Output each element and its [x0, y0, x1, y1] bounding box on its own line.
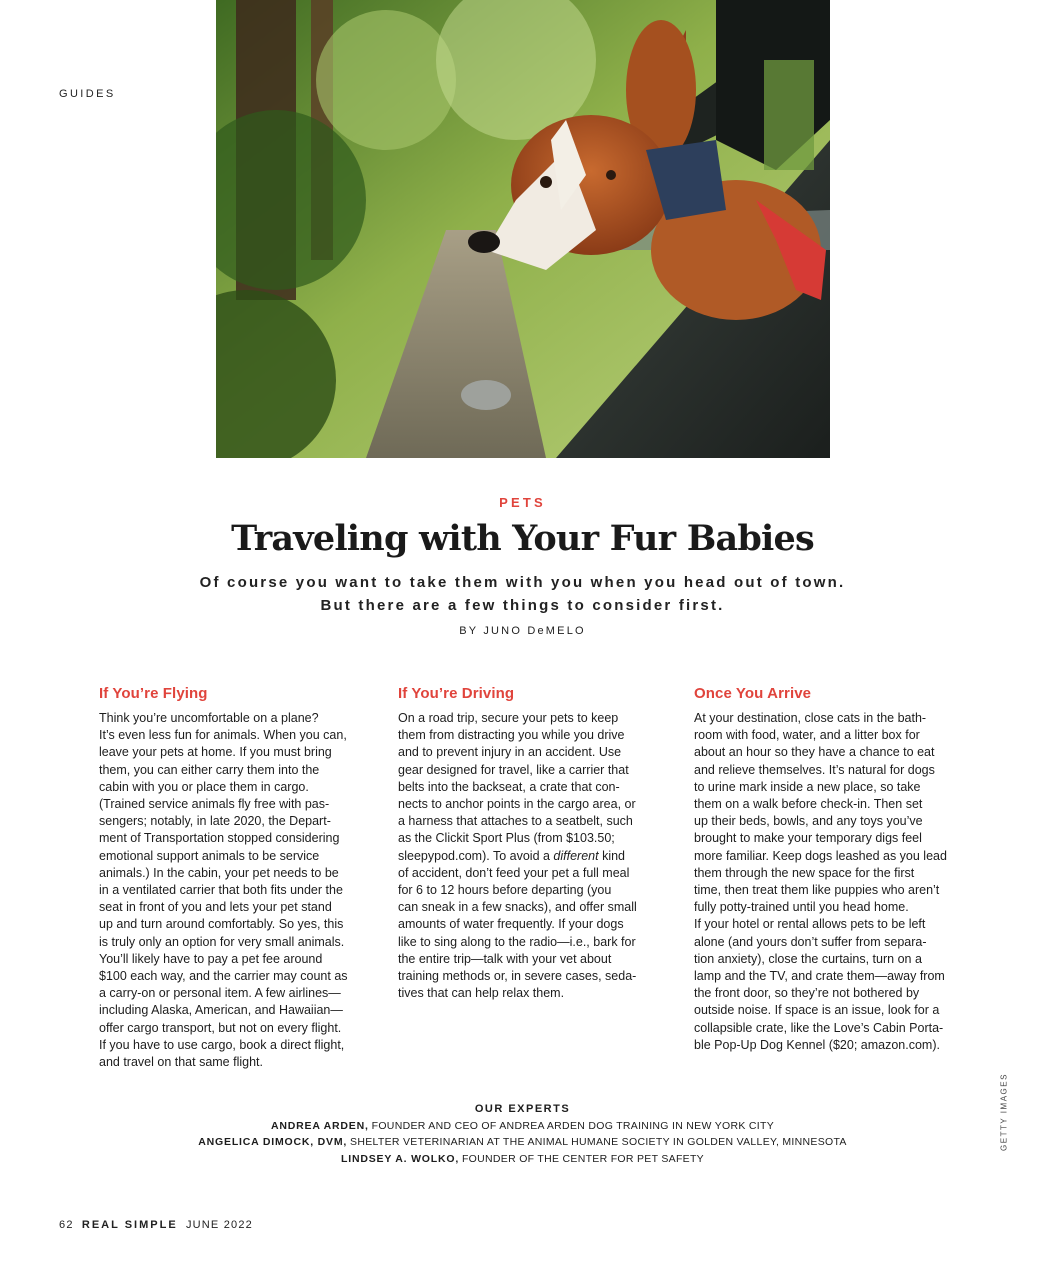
dek-line-1: Of course you want to take them with you when you head out of town.	[199, 574, 846, 591]
expert-name: LINDSEY A. WOLKO,	[341, 1152, 460, 1165]
experts-heading: OUR EXPERTS	[474, 1103, 571, 1115]
column-arrive	[694, 685, 956, 1054]
column-driving	[398, 685, 648, 1002]
expert-entry	[0, 1134, 1045, 1151]
issue-date: JUNE 2022	[185, 1219, 253, 1231]
article-dek	[0, 571, 1045, 617]
column-body: At your destination, close cats in the bath- room with food, water, and a litter box for about an hour so they have a chance to eat and relieve themselves. It’s natural for dogs to urine mark inside a new place, so take them on a walk before check-in. Then set up their beds, bowls, and any toys you’ve brought to make your temporary digs feel more familiar. Keep dogs leashed as you lead them through the new space for the first time, then treat them like puppies who aren’t fully potty-trained until you head home. If your hotel or rental allows pets to be left alone (and yours don’t suffer from separa- tion anxiety), close the curtains, turn on a lamp and the TV, and crate them—away from the front door, so they’re not bothered by outside noise. If space is an issue, look for a collapsible crate, like the Love’s Cabin Porta- ble Pop-Up Dog Kennel ($20; amazon.com).	[694, 711, 947, 1052]
expert-name: ANGELICA DIMOCK, DVM,	[198, 1136, 348, 1148]
section-label: GUIDES	[59, 88, 116, 100]
column-body: Think you’re uncomfortable on a plane? It’s even less fun for animals. When you can, leave your pets at home. If you must bring them, you can either carry them into the cabin with you or place them in cargo. (Trained service animals fly free with pas- sengers; notably, in late 2020, the Depart- ment of Transportation stopped considering emotional support animals to be service animals.) In the cabin, your pet needs to be in a ventilated carrier that both fits under the seat in front of you and lets your pet stand up and turn around comfortably. So yes, this is truly only an option for very small animals. You’ll likely have to pay a pet fee around $100 each way, and the carrier may count as a carry-on or personal item. A few airlines— including Alaska, American, and Hawaiian— offer cargo transport, but not on every flight. If you have to use cargo, book a direct flight, and travel on that same flight.	[99, 711, 348, 1070]
page-folio	[59, 1219, 253, 1231]
column-heading: If You’re Flying	[99, 685, 208, 702]
expert-name: ANDREA ARDEN,	[270, 1119, 369, 1132]
category-kicker: PETS	[499, 495, 546, 510]
photo-credit: GETTY IMAGES	[999, 1073, 1009, 1151]
magazine-brand: REAL SIMPLE	[81, 1219, 178, 1231]
expert-role: SHELTER VETERINARIAN AT THE ANIMAL HUMANE SOCIETY IN GOLDEN VALLEY, MINNESOTA	[350, 1136, 847, 1148]
column-flying	[99, 685, 361, 1071]
body-emphasis: different	[553, 848, 599, 863]
expert-entry	[0, 1118, 1045, 1135]
byline: BY JUNO DeMELO	[459, 625, 586, 637]
experts-box	[0, 1101, 1045, 1167]
dek-line-2: But there are a few things to consider first.	[320, 597, 725, 614]
column-body	[398, 710, 648, 1002]
expert-role: FOUNDER OF THE CENTER FOR PET SAFETY	[461, 1152, 704, 1165]
expert-role: FOUNDER AND CEO OF ANDREA ARDEN DOG TRAINING IN NEW YORK CITY	[371, 1119, 775, 1132]
body-text: kind of accident, don’t feed your pet a full meal for 6 to 12 hours before departing (you can sneak in a few snacks), and offer small amounts of water frequently. If your dogs like to sing along to the radio—i.e., bark for the entire trip—talk with your vet about training methods or, in severe cases, seda- tives that can help relax them.	[398, 848, 637, 1001]
hero-photo-dog-in-car-window	[216, 0, 830, 458]
expert-entry	[0, 1151, 1045, 1168]
article-headline: Traveling with Your Fur Babies	[231, 518, 814, 559]
dog-photo-illustration	[216, 0, 830, 458]
body-text: On a road trip, secure your pets to keep them from distracting you while you drive and to prevent injury in an accident. Use gear designed for travel, like a carrier that belts into the backseat, a crate that con- nects to anchor points in the cargo area, or a harness that attaches to a seatbelt, such as the Clickit Sport Plus (from $103.50; sleepypod.com). To avoid a	[398, 711, 636, 863]
page-number: 62	[59, 1219, 74, 1231]
column-heading: If You’re Driving	[398, 685, 515, 702]
column-heading: Once You Arrive	[694, 685, 812, 702]
